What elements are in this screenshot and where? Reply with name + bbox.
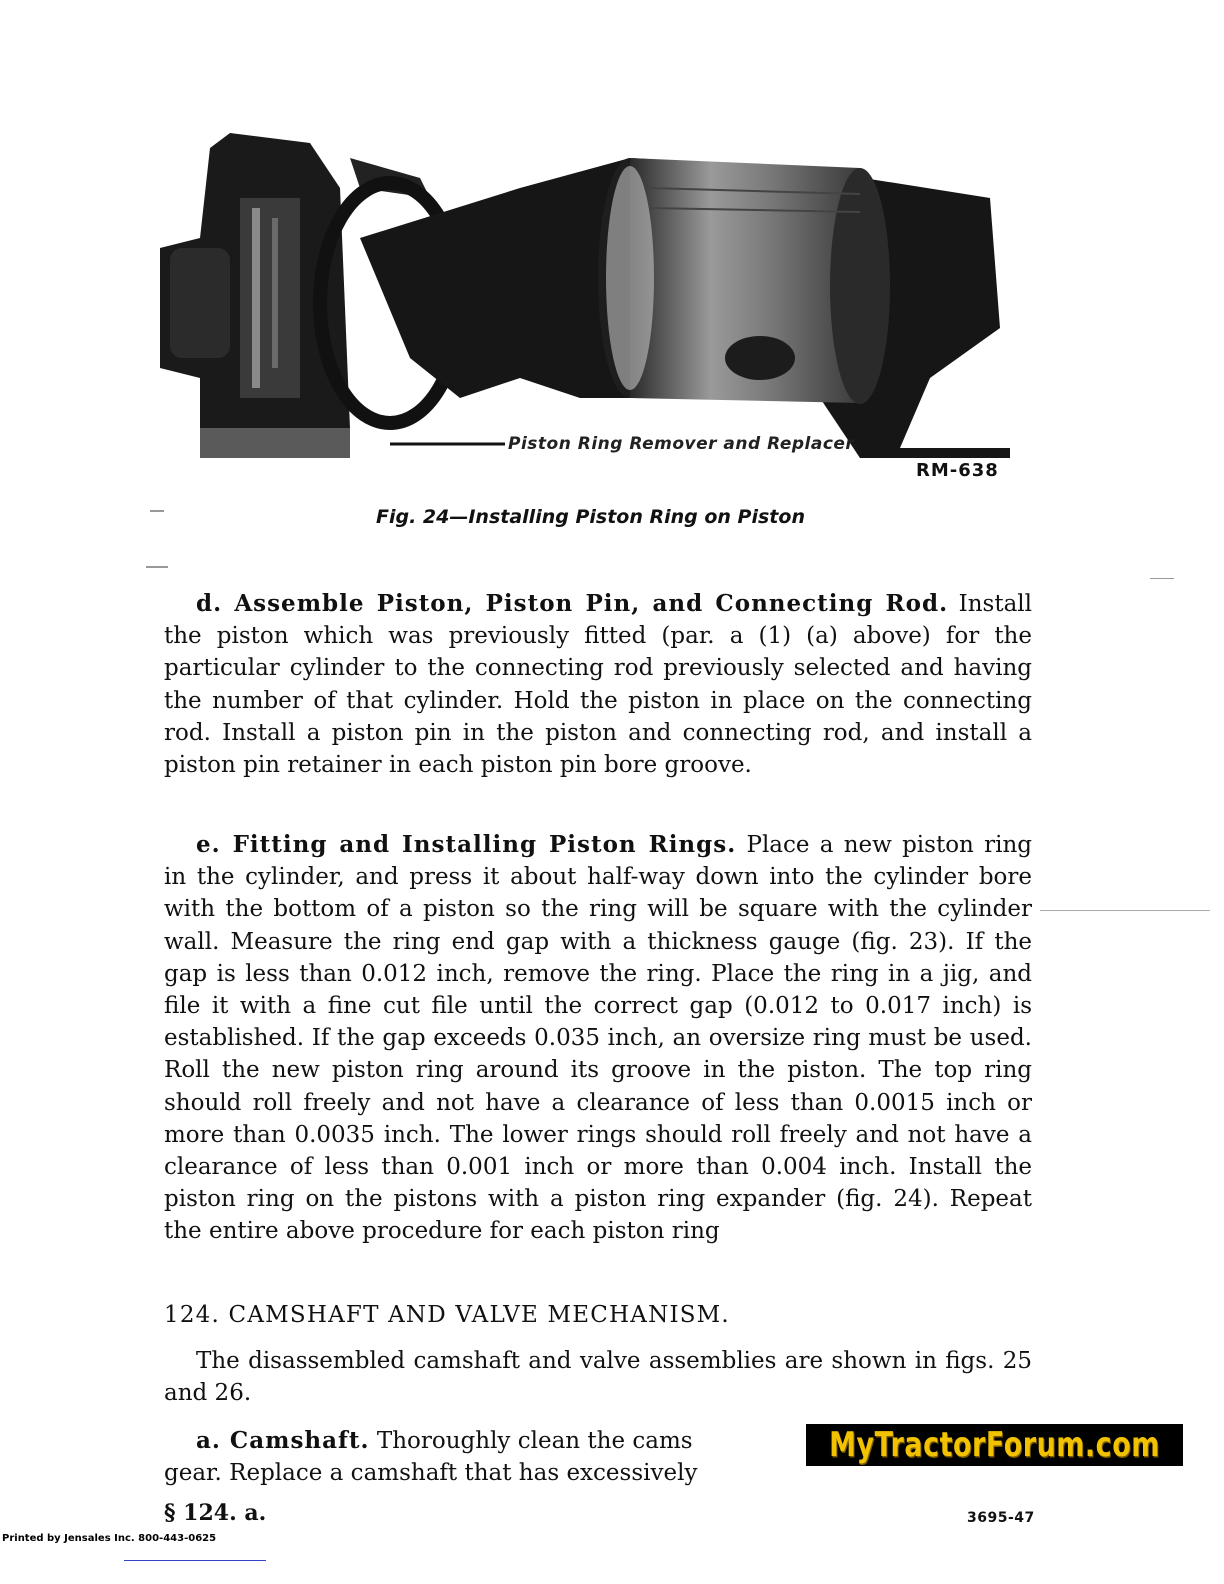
figure-photo <box>160 128 1010 484</box>
paragraph-e <box>164 829 1032 1248</box>
section-heading: 124. CAMSHAFT AND VALVE MECHANISM. <box>164 1302 730 1328</box>
section-intro: The disassembled camshaft and valve assemblies are shown in figs. 25 and 26. <box>164 1348 1032 1407</box>
figure-code: RM-638 <box>916 460 999 481</box>
footer-rule <box>124 1560 266 1561</box>
paragraph-d-body: Install the piston which was previously fitted (par. a (1) (a) above) for the particular cylinder to the connecting rod previously selected and having the number of that cylinder. Hold the piston in place on the connecting rod. Install a piston pin in the piston and connecting rod, and install a piston pin retainer in each piston pin bore groove. <box>164 591 1032 779</box>
figure-caption: Fig. 24—Installing Piston Ring on Piston <box>376 506 805 528</box>
document-number: 3695-47 <box>967 1510 1035 1526</box>
paragraph-d <box>164 588 1032 781</box>
watermark-logo <box>806 1424 1183 1466</box>
paragraph-a-lead: a. Camshaft. <box>196 1427 370 1454</box>
scan-speck <box>150 510 164 512</box>
paragraph-a <box>164 1425 776 1489</box>
scan-speck <box>146 566 168 568</box>
paragraph-e-lead: e. Fitting and Installing Piston Rings. <box>196 831 737 858</box>
paragraph-a-line2: gear. Replace a camshaft that has excessively <box>164 1460 698 1487</box>
paragraph-a-line1: Thoroughly clean the cams <box>376 1428 693 1454</box>
section-reference: § 124. a. <box>164 1500 267 1526</box>
scan-speck <box>1150 578 1174 579</box>
printed-by-note: Printed by Jensales Inc. 800-443-0625 <box>2 1533 217 1544</box>
paragraph-e-body: Place a new piston ring in the cylinder, and press it about half-way down into the cylinder bore with the bottom of a piston so the ring will be square with the cylinder wall. Measure the ring end gap with a thickness gauge (fig. 23). If the gap is less than 0.012 inch, remove the ring. Place the ring in a jig, and file it with a fine cut file until the correct gap (0.012 to 0.017 inch) is established. If the gap exceeds 0.035 inch, an oversize ring must be used. Roll the new piston ring around its groove in the piston. The top ring should roll freely and not have a clearance of less than 0.0015 inch or more than 0.0035 inch. The lower rings should roll freely and not have a clearance of less than 0.001 inch or more than 0.004 inch. Install the piston ring on the pistons with a piston ring expander (fig. 24). Repeat the entire above procedure for each piston ring <box>164 832 1033 1245</box>
callout-label: Piston Ring Remover and Replacer <box>508 434 855 454</box>
piston-ring-tool-illustration <box>160 128 1010 484</box>
paragraph-d-lead: d. Assemble Piston, Piston Pin, and Connecting Rod. <box>196 590 949 617</box>
scan-speck <box>1040 910 1210 911</box>
watermark-text: MyTractorForum.com <box>829 1425 1160 1465</box>
